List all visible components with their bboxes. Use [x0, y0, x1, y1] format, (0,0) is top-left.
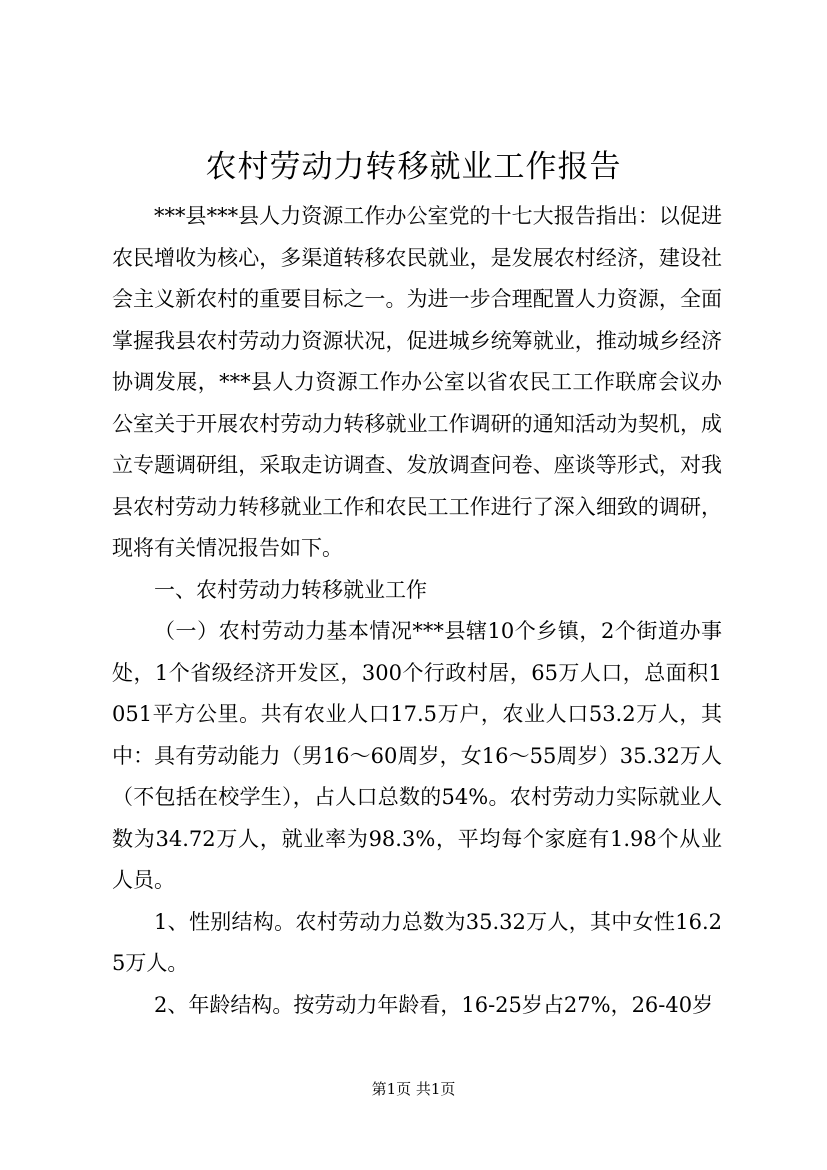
document-body — [112, 196, 722, 1026]
document-title: 农村劳动力转移就业工作报告 — [205, 149, 622, 185]
paragraph-basic-situation: （一）农村劳动力基本情况***县辖10个乡镇，2个街道办事处，1个省级经济开发区，300个行政村居，65万人口，总面积1051平方公里。共有农业人口17.5万户，农业人口53.2万人，其中：具有劳动能力（男16～60周岁，女16～55周岁）35.32万人（不包括在校学生），占人口总数的54%。农村劳动力实际就业人数为34.72万人，就业率为98.3%，平均每个家庭有1.98个从业人员。 — [112, 619, 722, 892]
page-footer: 第1页 共1页 — [371, 1080, 456, 1098]
paragraph-intro: ***县***县人力资源工作办公室党的十七大报告指出：以促进农民增收为核心，多渠道转移农民就业，是发展农村经济，建设社会主义新农村的重要目标之一。为进一步合理配置人力资源，全面掌握我县农村劳动力资源状况，促进城乡统筹就业，推动城乡经济协调发展，***县人力资源工作办公室以省农民工工作联席会议办公室关于开展农村劳动力转移就业工作调研的通知活动为契机，成立专题调研组，采取走访调查、发放调查问卷、座谈等形式，对我县农村劳动力转移就业工作和农民工工作进行了深入细致的调研，现将有关情况报告如下。 — [112, 204, 722, 560]
paragraph-gender-structure: 1、性别结构。农村劳动力总数为35.32万人，其中女性16.25万人。 — [112, 909, 722, 975]
paragraph-age-structure: 2、年龄结构。按劳动力年龄看，16-25岁占27%，26-40岁 — [154, 992, 714, 1017]
section-heading: 一、农村劳动力转移就业工作 — [154, 577, 427, 602]
